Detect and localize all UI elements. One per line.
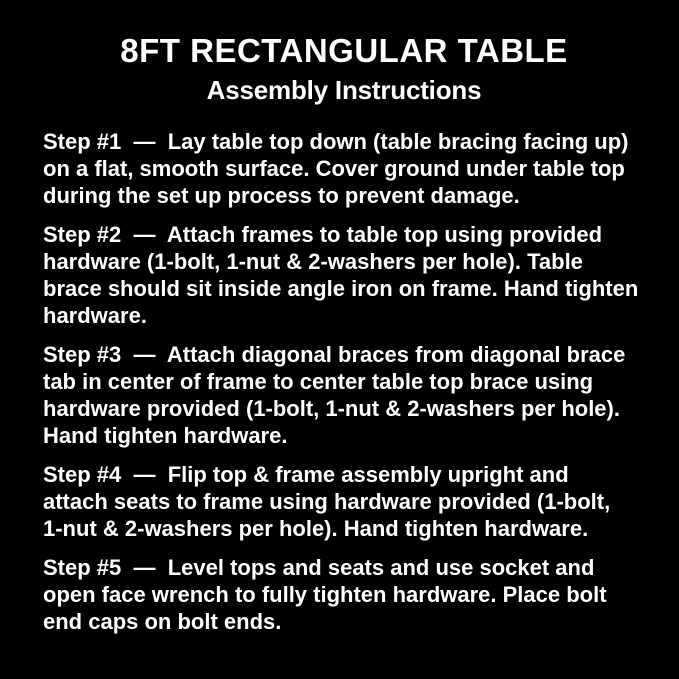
page-subtitle: Assembly Instructions [206, 75, 482, 105]
step-4-line: 1-nut & 2-washers per hole). Hand tighten hardware. [43, 516, 589, 541]
step-5-line: end caps on bolt ends. [43, 609, 282, 634]
step-2-line: Step #2 — Attach frames to table top using provided [43, 222, 603, 247]
step-3-line: Hand tighten hardware. [43, 423, 288, 448]
step-4-line: Step #4 — Flip top & frame assembly upright and [43, 462, 569, 487]
step-5-line: open face wrench to fully tighten hardware. Place bolt [43, 582, 607, 607]
step-5-paragraph [43, 554, 645, 635]
step-1-line: during the set up process to prevent damage. [43, 183, 520, 208]
step-5-line: Step #5 — Level tops and seats and use socket and [43, 555, 595, 580]
step-2-paragraph [43, 221, 645, 329]
step-3-paragraph [43, 341, 645, 449]
step-1-paragraph [43, 128, 645, 209]
poster-header [43, 30, 645, 107]
step-2-line: hardware (1-bolt, 1-nut & 2-washers per hole). Table [43, 249, 583, 274]
step-1-line: Step #1 — Lay table top down (table bracing facing up) [43, 129, 629, 154]
step-3-line: hardware provided (1-bolt, 1-nut & 2-washers per hole). [43, 396, 620, 421]
step-2-line: brace should sit inside angle iron on frame. Hand tighten [43, 276, 639, 301]
step-1-line: on a flat, smooth surface. Cover ground under table top [43, 156, 625, 181]
step-4-line: attach seats to frame using hardware provided (1-bolt, [43, 489, 611, 514]
page-title: 8FT RECTANGULAR TABLE [120, 32, 568, 69]
step-2-line: hardware. [43, 303, 147, 328]
steps-list [43, 128, 645, 635]
step-4-paragraph [43, 461, 645, 542]
step-3-line: tab in center of frame to center table top brace using [43, 369, 594, 394]
step-3-line: Step #3 — Attach diagonal braces from diagonal brace [43, 342, 626, 367]
